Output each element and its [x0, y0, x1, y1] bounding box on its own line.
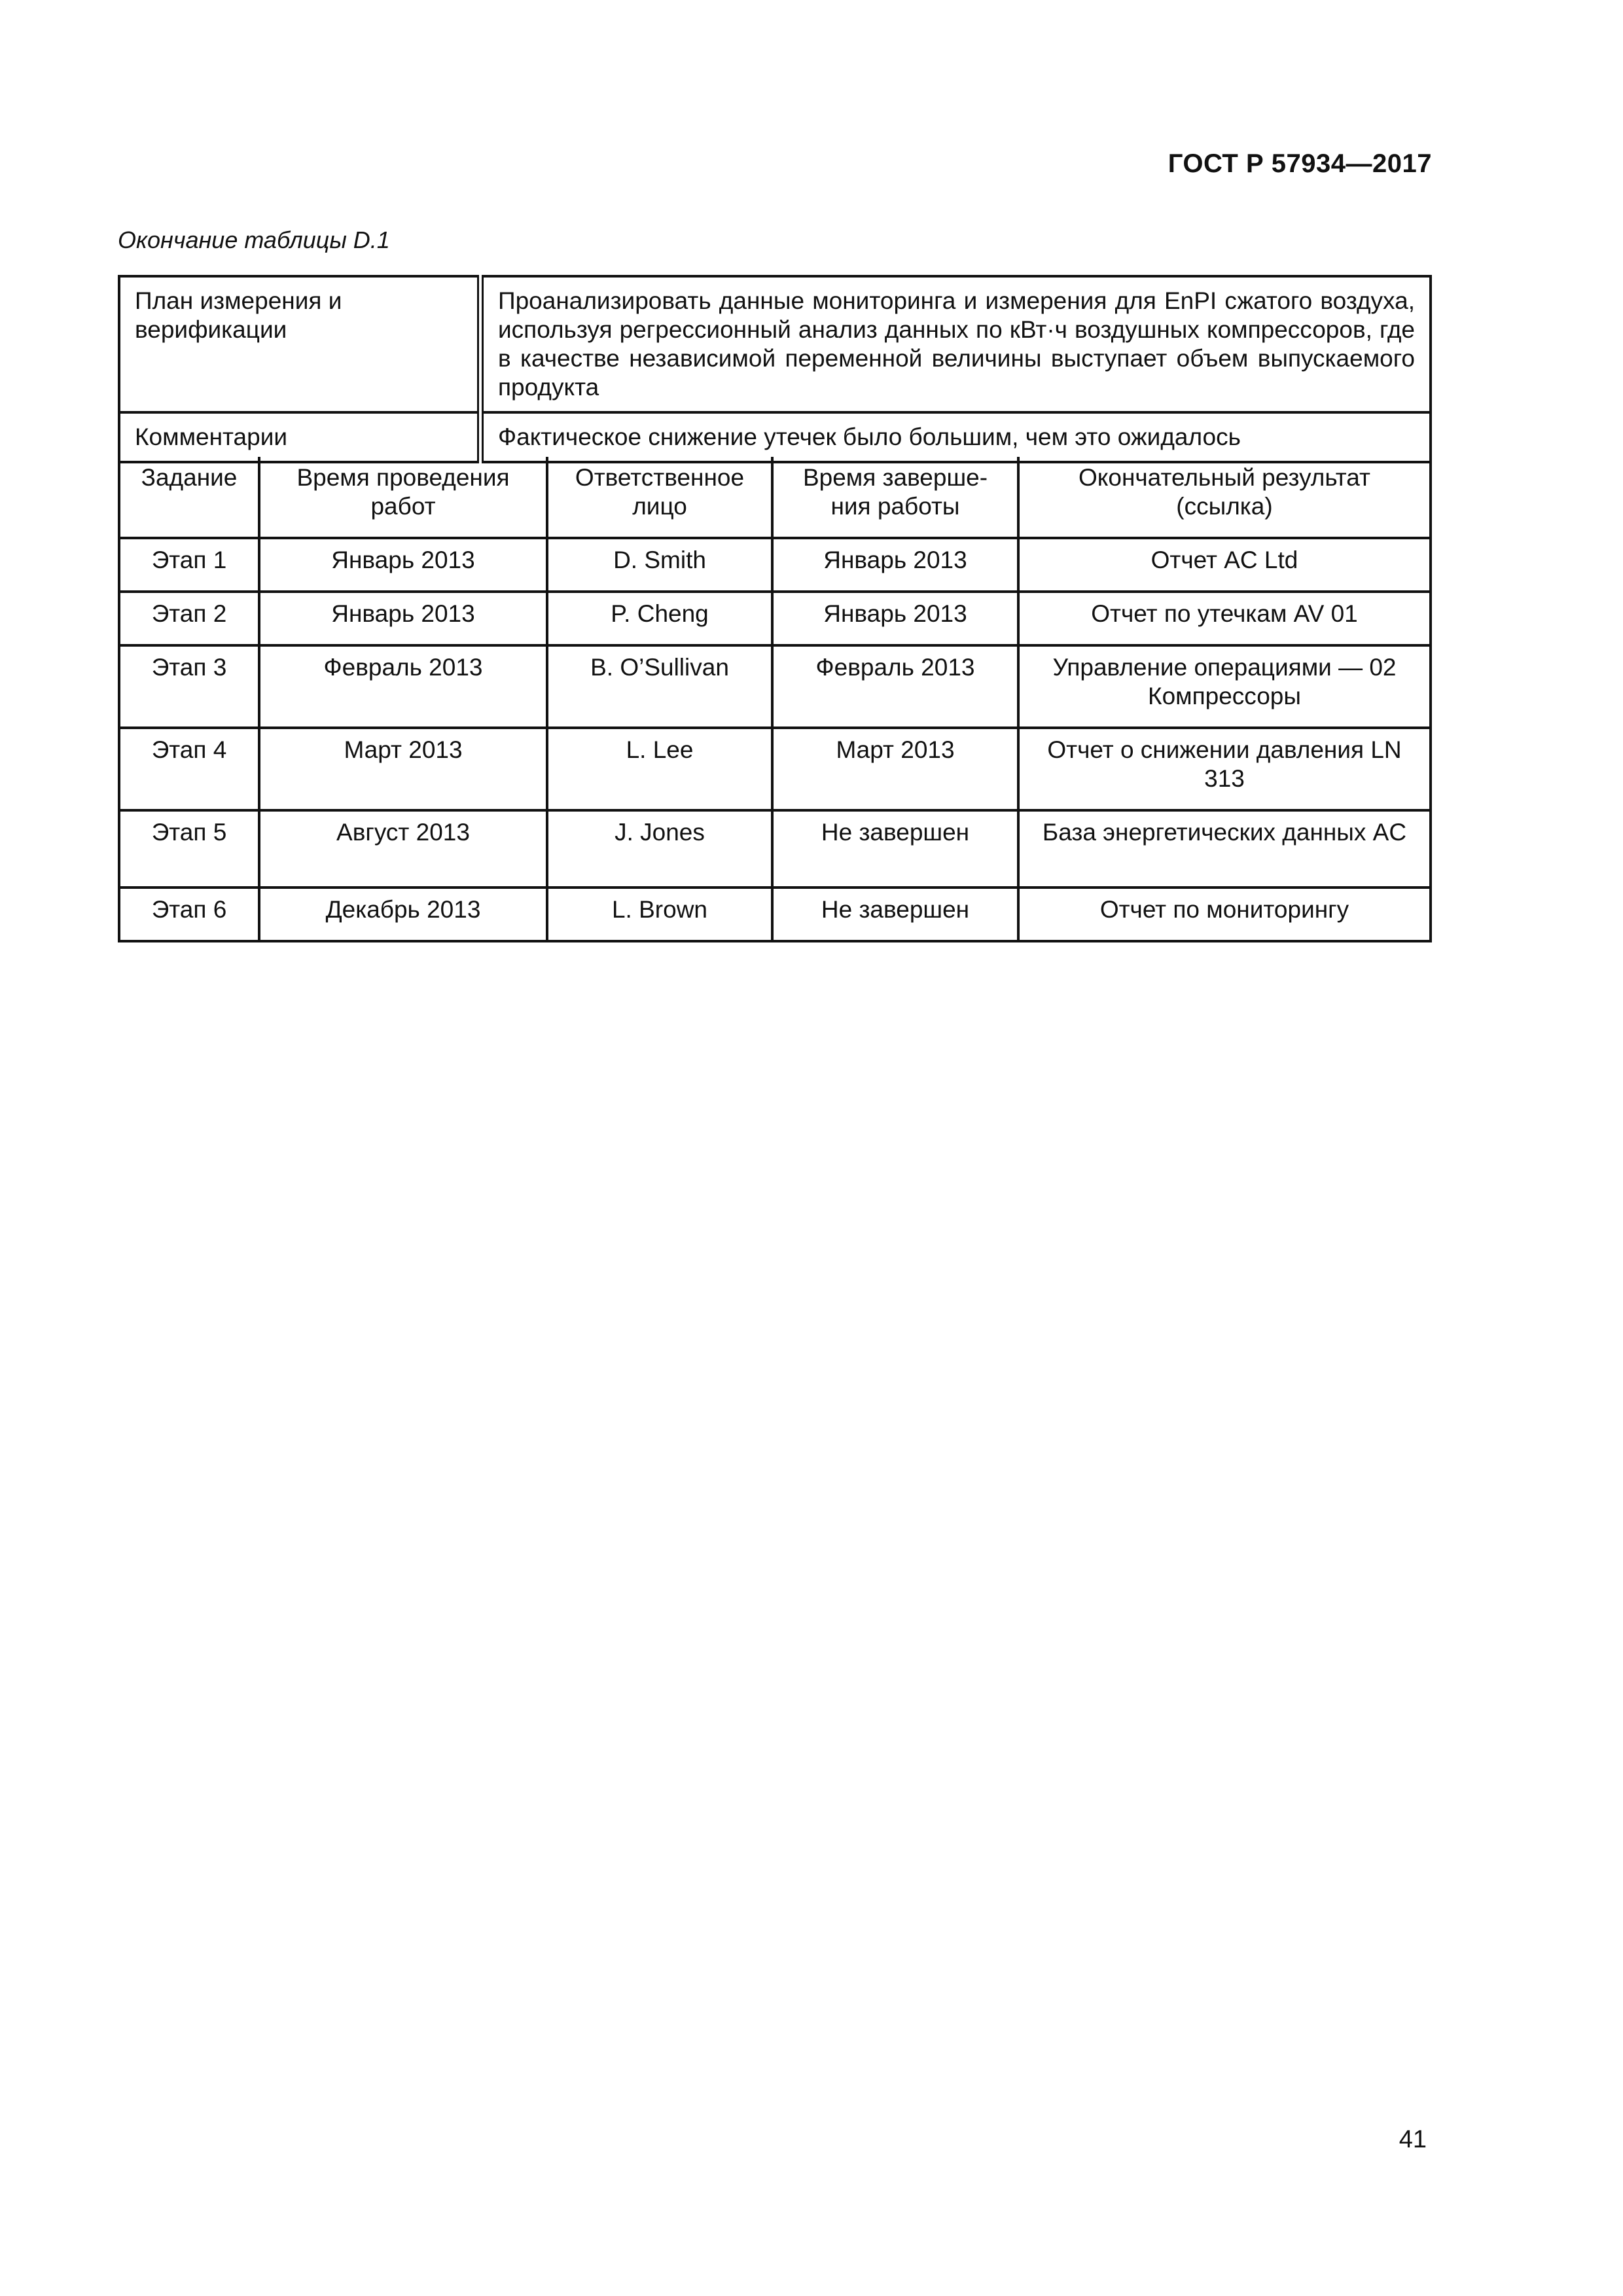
person-cell: L. Lee: [547, 728, 772, 810]
table-row: [119, 412, 1431, 462]
table-row: [119, 276, 1431, 412]
person-cell: B. O’Sullivan: [547, 645, 772, 728]
result-cell: Отчет по утечкам AV 01: [1018, 592, 1431, 645]
result-cell: Отчет о снижении давления LN 313: [1018, 728, 1431, 810]
end-cell: Не завершен: [772, 810, 1018, 888]
person-cell: D. Smith: [547, 538, 772, 592]
start-cell: Февраль 2013: [259, 645, 547, 728]
tasks-table: [118, 457, 1432, 942]
table-header-row: [119, 457, 1431, 538]
result-cell: База энергетических данных AC: [1018, 810, 1431, 888]
table-row: [119, 645, 1431, 728]
result-cell: Отчет по мониторингу: [1018, 888, 1431, 941]
start-cell: Декабрь 2013: [259, 888, 547, 941]
result-cell: Управление операциями — 02 Компрессоры: [1018, 645, 1431, 728]
table-row: [119, 592, 1431, 645]
table-caption: Окончание таблицы D.1: [118, 226, 390, 253]
plan-label: План измерения и верификации: [119, 276, 480, 412]
start-cell: Март 2013: [259, 728, 547, 810]
table-row: [119, 538, 1431, 592]
person-cell: J. Jones: [547, 810, 772, 888]
comments-label: Комментарии: [119, 412, 480, 462]
result-cell: Отчет AC Ltd: [1018, 538, 1431, 592]
column-header: Время проведения работ: [259, 457, 547, 538]
comments-value: Фактическое снижение утечек было большим, чем это ожидалось: [480, 412, 1431, 462]
end-cell: Март 2013: [772, 728, 1018, 810]
table-row: [119, 888, 1431, 941]
column-header: Окончательный результат (ссылка): [1018, 457, 1431, 538]
task-cell: Этап 4: [119, 728, 259, 810]
end-cell: Январь 2013: [772, 592, 1018, 645]
start-cell: Январь 2013: [259, 538, 547, 592]
task-cell: Этап 2: [119, 592, 259, 645]
document-header: ГОСТ Р 57934—2017: [1168, 149, 1432, 178]
task-cell: Этап 6: [119, 888, 259, 941]
task-cell: Этап 5: [119, 810, 259, 888]
start-cell: Январь 2013: [259, 592, 547, 645]
page-number: 41: [1399, 2126, 1427, 2153]
end-cell: Не завершен: [772, 888, 1018, 941]
column-header: Задание: [119, 457, 259, 538]
column-header: Ответственное лицо: [547, 457, 772, 538]
end-cell: Январь 2013: [772, 538, 1018, 592]
task-cell: Этап 1: [119, 538, 259, 592]
table-row: [119, 810, 1431, 888]
plan-value: Проанализировать данные мониторинга и измерения для EnPI сжатого воздуха, используя регрессионный анализ данных по кВт·ч воздушных компрессоров, где в качестве независимой переменной величины выступает объем выпускаемого продукта: [480, 276, 1431, 412]
start-cell: Август 2013: [259, 810, 547, 888]
person-cell: L. Brown: [547, 888, 772, 941]
plan-table: [118, 275, 1432, 463]
table-row: [119, 728, 1431, 810]
column-header: Время заверше-ния работы: [772, 457, 1018, 538]
task-cell: Этап 3: [119, 645, 259, 728]
end-cell: Февраль 2013: [772, 645, 1018, 728]
person-cell: P. Cheng: [547, 592, 772, 645]
